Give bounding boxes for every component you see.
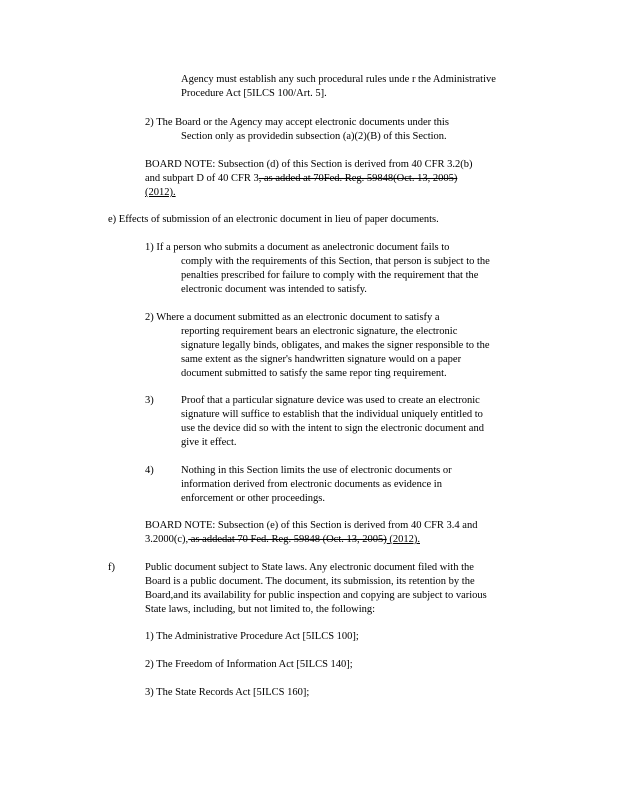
item-label: 4) (145, 465, 154, 476)
item-e2 (145, 311, 530, 381)
text-line: Where a document submitted as an electronic document to satisfy a (156, 312, 440, 323)
paragraph-agency-rules (181, 73, 528, 101)
section-label: f) (108, 562, 115, 573)
text-line: electronic document was intended to satisfy. (181, 284, 367, 295)
text-line: Nothing in this Section limits the use of electronic documents or (181, 465, 452, 476)
text-line: Board is a public document. The document, its submission, its retention by the (145, 576, 475, 587)
item-label: 1) (145, 242, 154, 253)
text-line: Section only as providedin subsection (a)(2)(B) of this Section. (181, 131, 447, 142)
text-line: Proof that a particular signature device was used to create an electronic (181, 395, 480, 406)
text-line: give it effect. (181, 437, 237, 448)
board-note-d (145, 158, 530, 200)
underlined-text: (2012). (386, 534, 420, 545)
text-line: reporting requirement bears an electronic signature, the electronic (181, 326, 458, 337)
list-item (145, 686, 309, 700)
item-label: 2) (145, 312, 154, 323)
list-item-text: 3) The State Records Act [5ILCS 160]; (145, 687, 310, 698)
section-label: e) (108, 214, 117, 225)
item-e4 (145, 464, 530, 506)
struck-text: , as added at 70Fed. Reg. 59848(Oct. 13, 2005) (258, 173, 458, 184)
list-item-text: 1) The Administrative Procedure Act [5ILCS 100]; (145, 631, 359, 642)
section-e-heading (108, 213, 528, 227)
text-line: use the device did so with the intent to sign the electronic document and (181, 423, 484, 434)
text-line: same extent as the signer's handwritten signature would on a paper (181, 354, 462, 365)
item-e1 (145, 241, 530, 297)
item-2-board-accept (145, 116, 528, 144)
list-item (145, 658, 353, 672)
section-f (108, 561, 532, 617)
text-line: Procedure Act [5ILCS 100/Art. 5]. (181, 88, 327, 99)
text-line: and subpart D of 40 CFR 3 (145, 173, 259, 184)
text-line: BOARD NOTE: Subsection (e) of this Section is derived from 40 CFR 3.4 and (145, 520, 478, 531)
item-label: 2) (145, 117, 154, 128)
section-title: Effects of submission of an electronic document in lieu of paper documents. (118, 214, 439, 225)
text-line: signature will suffice to establish that the individual uniquely entitled to (181, 409, 483, 420)
text-line: signature legally binds, obligates, and makes the signer responsible to the (181, 340, 490, 351)
struck-text: as addedat 70 Fed. Reg. 59848 (Oct. 13, 2005) (188, 534, 387, 545)
board-note-e (145, 519, 530, 547)
text-line: comply with the requirements of this Section, that person is subject to the (181, 256, 490, 267)
text-line: 3.2000(c), (145, 534, 189, 545)
text-line: Board,and its availability for public inspection and copying are subject to various (145, 590, 487, 601)
text-line: document submitted to satisfy the same repor ting requirement. (181, 368, 447, 379)
text-line: Agency must establish any such procedural rules unde r the Administrative (181, 74, 496, 85)
text-line: information derived from electronic documents as evidence in (181, 479, 442, 490)
underlined-text: (2012). (145, 187, 176, 198)
text-line: State laws, including, but not limited to, the following: (145, 604, 376, 615)
text-line: Public document subject to State laws. Any electronic document filed with the (145, 562, 474, 573)
list-item (145, 630, 359, 644)
text-line: BOARD NOTE: Subsection (d) of this Section is derived from 40 CFR 3.2(b) (145, 159, 473, 170)
text-line: enforcement or other proceedings. (181, 493, 326, 504)
list-item-text: 2) The Freedom of Information Act [5ILCS 140]; (145, 659, 353, 670)
text-line: If a person who submits a document as anelectronic document fails to (156, 242, 450, 253)
item-label: 3) (145, 395, 154, 406)
item-e3 (145, 394, 530, 450)
text-line: The Board or the Agency may accept electronic documents under this (156, 117, 449, 128)
text-line: penalties prescribed for failure to comply with the requirement that the (181, 270, 479, 281)
